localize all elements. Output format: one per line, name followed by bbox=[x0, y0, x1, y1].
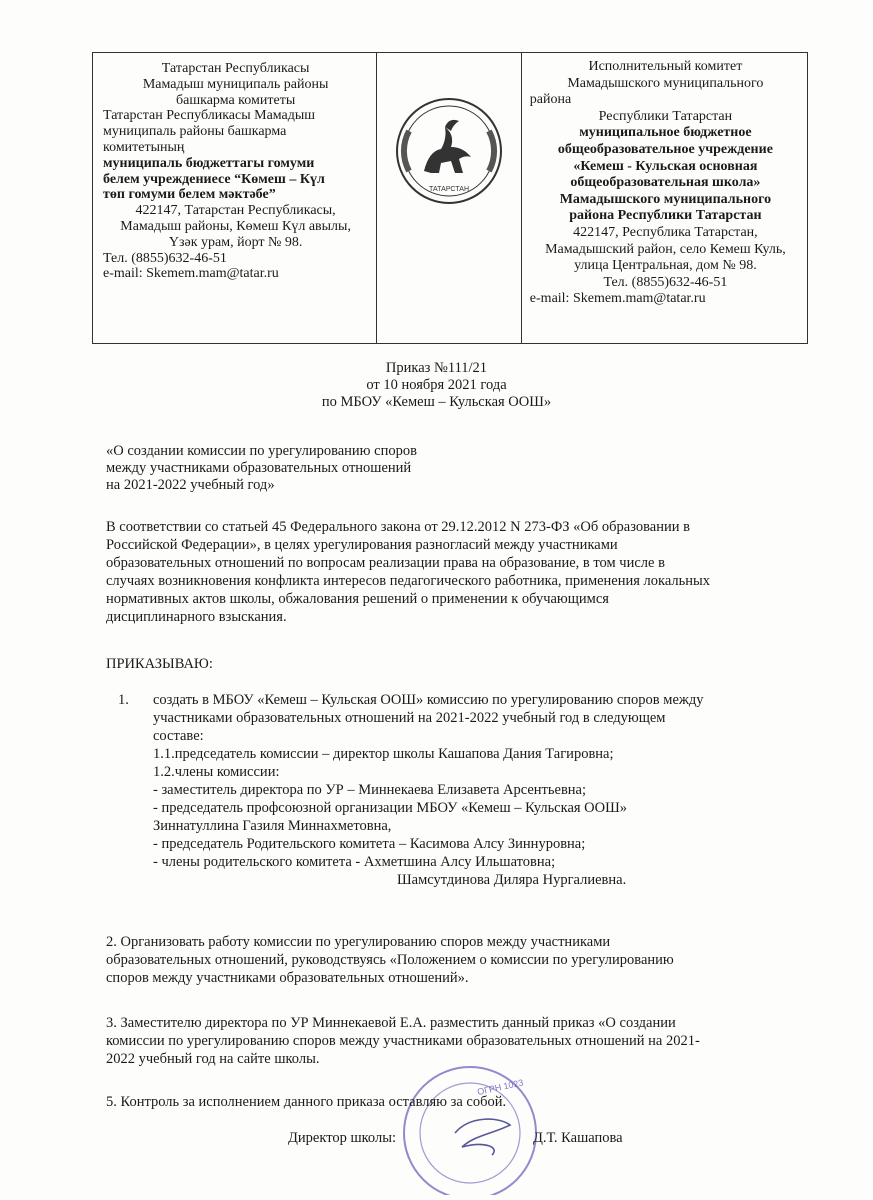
emblem-label: ТАТАРСТАН bbox=[429, 186, 470, 193]
letterhead-russian bbox=[522, 53, 807, 343]
lh-left-line: белем учреждениесе “Көмеш – Күл bbox=[103, 171, 325, 187]
signature-name: Д.Т. Кашапова bbox=[533, 1130, 623, 1146]
item1-line: - заместитель директора по УР – Миннекаева Елизавета Арсентьевна; bbox=[153, 782, 587, 798]
lh-left-line: комитетының bbox=[103, 139, 185, 155]
item3-line: 3. Заместителю директора по УР Миннекаевой Е.А. разместить данный приказ «О создании bbox=[106, 1015, 676, 1031]
item1-line: создать в МБОУ «Кемеш – Кульская ООШ» комиссию по урегулированию споров между bbox=[153, 692, 704, 708]
lh-right-line: общеобразовательная школа» bbox=[570, 175, 761, 191]
preamble-line: случаях возникновения конфликта интересов педагогического работника, применения локальных bbox=[106, 573, 711, 589]
lh-right-email: e-mail: Skemem.mam@tatar.ru bbox=[529, 291, 706, 307]
order-date: от 10 ноября 2021 года bbox=[366, 377, 507, 393]
lh-right-line: Мамадышский район, село Кемеш Куль, bbox=[545, 241, 786, 257]
lh-right-line: «Кемеш - Кульская основная bbox=[573, 158, 758, 174]
lh-right-line: общеобразовательное учреждение bbox=[557, 141, 773, 157]
item3-line: 2022 учебный год на сайте школы. bbox=[106, 1051, 320, 1067]
stamp-text: ОГРН 1023 bbox=[476, 1077, 525, 1097]
lh-right-line: Исполнительный комитет bbox=[588, 59, 743, 74]
preamble-line: дисциплинарного взыскания. bbox=[106, 609, 287, 625]
order-number: Приказ №111/21 bbox=[385, 360, 488, 376]
lh-right-line: Республики Татарстан bbox=[598, 108, 733, 124]
subject-line: между участниками образовательных отношений bbox=[106, 460, 412, 476]
lh-right-line: 422147, Республика Татарстан, bbox=[573, 224, 758, 240]
lh-right-line: района bbox=[529, 92, 572, 108]
item1-line: - председатель профсоюзной организации МБОУ «Кемеш – Кульская ООШ» bbox=[153, 800, 627, 816]
item2-line: образовательных отношений, руководствуясь «Положением о комиссии по урегулированию bbox=[106, 952, 674, 968]
preamble-line: нормативных актов школы, обжалования решений о применении к обучающимся bbox=[106, 591, 609, 607]
lh-left-line: Үзәк урам, йорт № 98. bbox=[168, 234, 303, 250]
preamble bbox=[106, 518, 826, 626]
lh-right-line: района Республики Татарстан bbox=[569, 208, 762, 224]
item1-line: 1.1.председатель комиссии – директор школы Кашапова Дания Тагировна; bbox=[153, 746, 614, 762]
signature-icon bbox=[455, 1119, 510, 1155]
preamble-line: В соответствии со статьей 45 Федерального закона от 29.12.2012 N 273-ФЗ «Об образовании в bbox=[106, 519, 690, 535]
order-title bbox=[0, 360, 873, 411]
item-number: 1. bbox=[118, 692, 129, 708]
lh-right-line: Мамадышского муниципального bbox=[559, 191, 772, 207]
lh-right-line: муниципальное бюджетное bbox=[579, 125, 752, 141]
order-item-1 bbox=[118, 691, 818, 889]
item2-line: 2. Организовать работу комиссии по урегулированию споров между участниками bbox=[106, 934, 611, 950]
letterhead-tatar bbox=[93, 53, 377, 343]
order-item-2 bbox=[106, 933, 826, 987]
tatarstan-emblem-icon bbox=[389, 91, 509, 211]
lh-left-line: муниципаль бюджеттагы гомуми bbox=[103, 155, 315, 171]
preamble-line: образовательных отношений по вопросам реализации права на образование, в том числе в bbox=[106, 555, 665, 571]
lh-right-line: улица Центральная, дом № 98. bbox=[574, 258, 757, 274]
lh-left-line: төп гомуми белем мәктәбе” bbox=[103, 187, 276, 203]
lh-right-line: Мамадышского муниципального bbox=[567, 75, 764, 91]
lh-right-phone: Тел. (8855)632-46-51 bbox=[603, 274, 728, 290]
order-word: ПРИКАЗЫВАЮ: bbox=[106, 656, 213, 672]
lh-left-phone: Тел. (8855)632-46-51 bbox=[103, 250, 227, 266]
item1-line: Шамсутдинова Диляра Нургалиевна. bbox=[397, 872, 627, 888]
item1-line: 1.2.члены комиссии: bbox=[153, 764, 280, 780]
item1-line: Зиннатуллина Газиля Миннахметовна, bbox=[153, 818, 392, 834]
letterhead-table bbox=[92, 52, 808, 344]
item1-line: участниками образовательных отношений на 2021-2022 учебный год в следующем bbox=[153, 710, 666, 726]
signature-block bbox=[288, 1130, 623, 1147]
lh-left-line: муниципаль районы башкарма bbox=[103, 124, 287, 140]
lh-left-line: Татарстан Республикасы Мамадыш bbox=[103, 108, 316, 124]
subject-line: «О создании комиссии по урегулированию споров bbox=[106, 443, 417, 459]
lh-left-line: Мамадыш районы, Көмеш Күл авылы, bbox=[120, 218, 351, 234]
lh-left-email: e-mail: Skemem.mam@tatar.ru bbox=[103, 266, 279, 282]
lh-left-line: Мамадыш муниципаль районы bbox=[142, 76, 329, 92]
lh-left-line: Татарстан Республикасы bbox=[161, 61, 310, 76]
order-item-5: 5. Контроль за исполнением данного приказа оставляю за собой. bbox=[106, 1094, 507, 1110]
letterhead-emblem-cell bbox=[377, 53, 522, 343]
lh-left-line: башкарма комитеты bbox=[176, 92, 296, 108]
item1-line: - председатель Родительского комитета – Касимова Алсу Зиннуровна; bbox=[153, 836, 586, 852]
order-subject bbox=[106, 443, 417, 494]
item1-line: составе: bbox=[153, 728, 204, 744]
signature-title: Директор школы: bbox=[288, 1130, 396, 1146]
item1-line: - члены родительского комитета - Ахметшина Алсу Ильшатовна; bbox=[153, 854, 556, 870]
lh-left-line: 422147, Татарстан Республикасы, bbox=[135, 203, 336, 219]
school-stamp-icon bbox=[360, 1055, 545, 1195]
preamble-line: Российской Федерации», в целях урегулирования разногласий между участниками bbox=[106, 537, 618, 553]
order-org: по МБОУ «Кемеш – Кульская ООШ» bbox=[321, 394, 552, 410]
subject-line: на 2021-2022 учебный год» bbox=[106, 477, 275, 493]
item3-line: комиссии по урегулированию споров между участниками образовательных отношений на 2021- bbox=[106, 1033, 700, 1049]
item2-line: споров между участниками образовательных отношений». bbox=[106, 970, 469, 986]
